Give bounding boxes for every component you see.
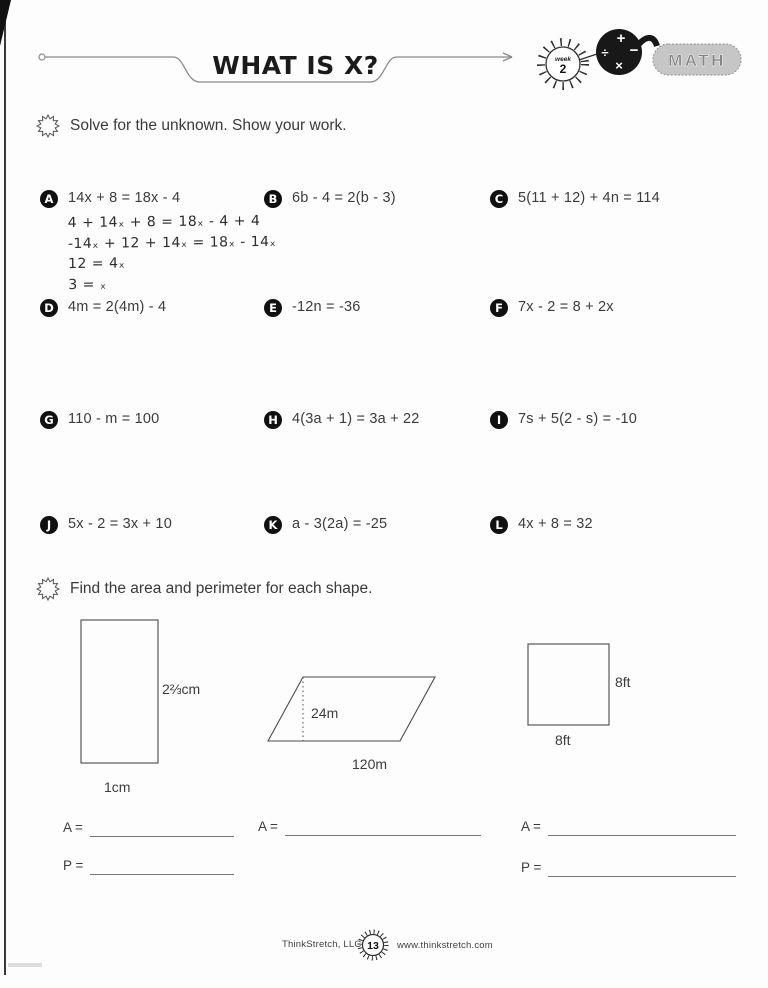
problem-d bbox=[40, 298, 166, 317]
problem-letter-badge: L bbox=[490, 516, 508, 534]
week-label: week bbox=[555, 56, 571, 63]
parallelogram-height-label: 24m bbox=[311, 705, 339, 721]
equation: 5(11 + 12) + 4n = 114 bbox=[518, 190, 660, 206]
problem-letter-badge: A bbox=[40, 190, 58, 208]
equation: 110 - m = 100 bbox=[68, 411, 160, 427]
answer-blank-line bbox=[285, 820, 481, 836]
problem-letter-badge: C bbox=[490, 190, 508, 208]
problem-f bbox=[490, 298, 614, 317]
area-label: A = bbox=[63, 820, 83, 835]
perimeter-label: P = bbox=[63, 858, 84, 873]
header-badges bbox=[533, 24, 745, 106]
equation: 7x - 2 = 8 + 2x bbox=[518, 299, 614, 315]
problem-c bbox=[490, 189, 660, 208]
starburst-icon bbox=[36, 114, 60, 138]
math-stamp-label: MATH bbox=[668, 51, 726, 70]
perimeter-label: P = bbox=[521, 860, 542, 875]
plus-symbol: + bbox=[616, 30, 626, 47]
equation: 4(3a + 1) = 3a + 22 bbox=[292, 411, 420, 427]
area-label: A = bbox=[258, 819, 278, 834]
page-title: WHAT IS X? bbox=[212, 51, 379, 80]
scan-corner-mark bbox=[0, 0, 11, 46]
minus-symbol: − bbox=[629, 42, 639, 59]
answer-perimeter-col1 bbox=[63, 858, 234, 875]
handwritten-work bbox=[68, 211, 277, 295]
problem-letter-badge: G bbox=[40, 411, 58, 429]
problem-letter-badge: J bbox=[40, 516, 58, 534]
equation: -12n = -36 bbox=[292, 299, 361, 315]
problem-letter-badge: K bbox=[264, 516, 282, 534]
parallelogram-shape bbox=[258, 668, 443, 748]
math-symbols-icon bbox=[596, 29, 657, 75]
equation: 4x + 8 = 32 bbox=[518, 516, 593, 532]
rectangle-shape bbox=[78, 617, 162, 767]
answer-blank-line bbox=[548, 861, 736, 877]
instruction-solve bbox=[36, 114, 347, 138]
page-number: 13 bbox=[367, 940, 379, 952]
answer-blank-line bbox=[90, 821, 234, 837]
problem-b bbox=[264, 189, 396, 208]
problem-letter-badge: I bbox=[490, 411, 508, 429]
square-base-label: 8ft bbox=[555, 732, 571, 748]
times-symbol: × bbox=[615, 58, 623, 73]
equation: 6b - 4 = 2(b - 3) bbox=[292, 190, 396, 206]
problem-h bbox=[264, 410, 420, 429]
work-line: 3 = ₓ bbox=[68, 276, 107, 293]
rectangle-base-label: 1cm bbox=[104, 779, 131, 795]
problem-a bbox=[40, 189, 276, 294]
equation: 7s + 5(2 - s) = -10 bbox=[518, 411, 638, 427]
problem-letter-badge: B bbox=[264, 190, 282, 208]
equation: 14x + 8 = 18x - 4 bbox=[68, 190, 181, 206]
area-label: A = bbox=[521, 819, 541, 834]
problem-letter-badge: F bbox=[490, 299, 508, 317]
parallelogram-base-label: 120m bbox=[352, 756, 388, 772]
work-line: 12 = 4ₓ bbox=[68, 255, 126, 273]
problem-letter-badge: D bbox=[40, 299, 58, 317]
answer-area-col3 bbox=[521, 819, 736, 836]
instruction-text: Solve for the unknown. Show your work. bbox=[70, 117, 347, 134]
starburst-icon bbox=[36, 577, 60, 601]
answer-area-col1 bbox=[63, 820, 234, 837]
answer-area-col2 bbox=[258, 819, 481, 836]
answer-perimeter-col3 bbox=[521, 860, 736, 877]
answer-blank-line bbox=[90, 859, 234, 875]
equation: 5x - 2 = 3x + 10 bbox=[68, 516, 172, 532]
instruction-shapes bbox=[36, 577, 372, 601]
work-line: -14ₓ + 12 + 14ₓ = 18ₓ - 14ₓ bbox=[67, 233, 277, 252]
problem-k bbox=[264, 515, 387, 534]
square-shape bbox=[525, 641, 613, 729]
website-text: www.thinkstretch.com bbox=[397, 940, 493, 951]
equation: 4m = 2(4m) - 4 bbox=[68, 299, 167, 315]
problem-e bbox=[264, 298, 361, 317]
square-side-label: 8ft bbox=[615, 674, 631, 690]
problem-j bbox=[40, 515, 172, 534]
week-badge bbox=[541, 42, 585, 86]
problem-letter-badge: H bbox=[264, 411, 282, 429]
problem-letter-badge: E bbox=[264, 299, 282, 317]
scan-edge-line bbox=[4, 0, 6, 975]
problem-l bbox=[490, 515, 593, 534]
publisher-text: ThinkStretch, LLC bbox=[282, 939, 362, 950]
divide-symbol: ÷ bbox=[601, 45, 609, 60]
instruction-text: Find the area and perimeter for each shape. bbox=[70, 580, 373, 597]
rectangle-side-label: 2⅔cm bbox=[162, 681, 201, 697]
math-stamp bbox=[653, 44, 741, 75]
answer-blank-line bbox=[548, 820, 736, 836]
week-number: 2 bbox=[559, 62, 567, 76]
scan-smudge bbox=[8, 963, 42, 967]
problem-i bbox=[490, 410, 637, 429]
problem-g bbox=[40, 410, 159, 429]
equation: a - 3(2a) = -25 bbox=[292, 516, 388, 532]
work-line: 4 + 14ₓ + 8 = 18ₓ - 4 + 4 bbox=[67, 213, 261, 232]
page-number-badge bbox=[357, 929, 389, 961]
